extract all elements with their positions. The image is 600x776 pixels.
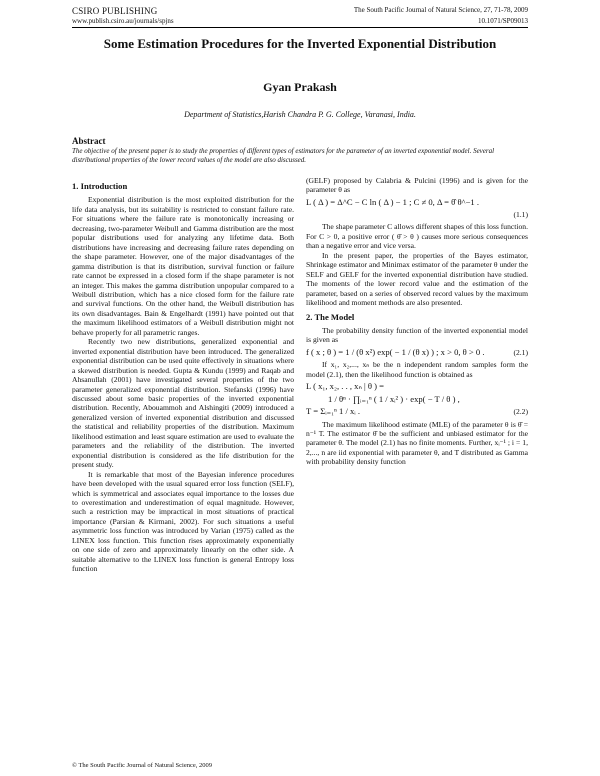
present-paper-paragraph: In the present paper, the properties of the Bayes estimator, Shrinkage estimator and Minimax estimator of the parameter θ under the SELF and GELF for the inverted exponential distribution have studied. The moments of the lower record value and the estimation of the parameter, based on a series of observed record values by the maximum likelihood and moment methods are also presented.: [306, 250, 528, 307]
doi-link[interactable]: 10.1071/SP09013: [478, 17, 528, 25]
pdf-intro-paragraph: The probability density function of the inverted exponential model is given as: [306, 325, 528, 345]
equation-2-1: [306, 348, 528, 357]
section-heading-introduction: 1. Introduction: [72, 181, 128, 191]
journal-reference: The South Pacific Journal of Natural Science, 27, 71-78, 2009: [353, 6, 528, 14]
intro-paragraph-3: It is remarkable that most of the Bayesian inference procedures have been developed with the usual squared error loss function (SELF), which is symmetrical and associates equal importance to the losses due to overestimation and underestimation of equal magnitude. However, such a restriction may be impractical in most situations of practical importance (Parsian & Kirmani, 2002). For such situations a useful asymmetric loss function was introduced by Varian (1975) called as the LINEX loss function. This function rises approximately exponentially on one side of zero and approximately linearly on the other side. A suitable alternative to the LINEX loss function is general Entropy loss function: [72, 469, 294, 574]
equation-2-1-body: f ( x ; θ ) = 1 / (θ x²) exp( − 1 / (θ x) ) ; x > 0, θ > 0 .: [306, 346, 485, 357]
left-column: [72, 182, 294, 574]
equation-2-1-number: (2.1): [513, 347, 528, 357]
gelf-paragraph: (GELF) proposed by Calabria & Pulcini (1996) and is given for the parameter θ as: [306, 176, 528, 195]
equation-2-2-body: T = Σᵢ₌₁ⁿ 1 / xᵢ .: [306, 406, 361, 417]
paper-author: Gyan Prakash: [263, 80, 337, 94]
equation-2-2-number: (2.2): [513, 407, 528, 417]
copyright-footer: © The South Pacific Journal of Natural Science, 2009: [72, 762, 213, 769]
equation-1-1-body: L ( Δ ) = Δ^C − C ln ( Δ ) − 1 ; C ≠ 0, Δ = θ̂ θ^−1 .: [306, 196, 480, 207]
intro-paragraph-2: Recently two new distributions, generalized exponential and inverted exponential distribution have been introduced. The generalized exponential distribution can be used quite effectively in situations where a skewed distribution is needed. Gupta & Kundu (1999) and Raqab and Ahsanullah (2001) have investigated several properties of the two parameter generalized exponential distribution. Stefanski (1996) have discussed about some basic properties of the inverted exponential distribution. Recently, Abouammoh and Alshingiti (2009) introduced a generalized version of inverted exponential distribution and discussed the statistical and reliability properties of the distribution. Maximum likelihood estimation and least square estimation are used to evaluate the parameters and the reliability of the distribution. The inverted exponential distribution is considered as the life distribution for the present study.: [72, 337, 294, 470]
abstract-heading: Abstract: [72, 136, 106, 146]
header-rule: [72, 27, 528, 28]
author-affiliation: Department of Statistics,Harish Chandra P. G. College, Varanasi, India.: [184, 110, 416, 119]
right-column: [306, 176, 528, 467]
abstract-text: The objective of the present paper is to study the properties of different types of estimators for the parameter of an inverted exponential model. Several distributional properties of the lower record values of the model are also discussed.: [72, 147, 495, 164]
likelihood-equation-lhs: L ( x₁, x₂, . . , xₙ | θ ) =: [306, 381, 385, 392]
intro-paragraph-1: Exponential distribution is the most exploited distribution for the life data analysis, but its suitability is restricted to constant failure rate. For situations where the failure rate is monotonically increasing or decreasing, two-parameter Weibull and Gamma distribution are the most popular distributions used for analyzing any lifetime data. Both distributions have increasing and decreasing failure rates depending on the shape parameter. However, one of the major disadvantages of the gamma distribution is that its distribution, survival function or failure rate cannot be expressed in a closed form if the shape parameter is not an integer. This makes the gamma distribution unpopular compared to a Weibull distribution, which has a nice closed form for the failure rate and survival functions. On the other hand, the Weibull distribution has its own disadvantages. Bain & Engelhardt (1991) have pointed out that the maximum likelihood estimators of a Weibull distribution might not behave properly for all parametric ranges.: [72, 195, 294, 337]
likelihood-equation-rhs: 1 / θⁿ · ∏ᵢ₌₁ⁿ ( 1 / xᵢ² ) · exp( − T / θ ) ,: [328, 393, 460, 404]
section-heading-model: 2. The Model: [306, 312, 355, 323]
journal-website-link[interactable]: www.publish.csiro.au/journals/spjns: [72, 17, 174, 25]
likelihood-intro-paragraph: If x₁, x₂,..., xₙ be the n independent random samples form the model (2.1), then the likelihood function is obtained as: [306, 360, 528, 379]
equation-1-1-number: (1.1): [513, 210, 528, 220]
equation-2-2: [306, 407, 528, 416]
shape-parameter-paragraph: The shape parameter C allows different shapes of this loss function. For C > 0, a positive error ( θ̂ > θ ) causes more serious consequences than a negative error and vice versa.: [306, 222, 528, 251]
mle-paragraph: The maximum likelihood estimate (MLE) of the parameter θ is θ̂ = n⁻¹ T. The estimator θ̂ be the sufficient and unbiased estimator for the parameter θ. The model (2.1) has no finite moments. Further, xᵢ⁻¹ ; i = 1, 2,..., n are iid exponential with parameter θ, and T distributed as Gamma with probability density function: [306, 419, 528, 467]
equation-1-1: [306, 198, 528, 207]
paper-title: Some Estimation Procedures for the Inverted Exponential Distribution: [103, 36, 497, 51]
publisher-name: CSIRO PUBLISHING: [72, 6, 158, 16]
